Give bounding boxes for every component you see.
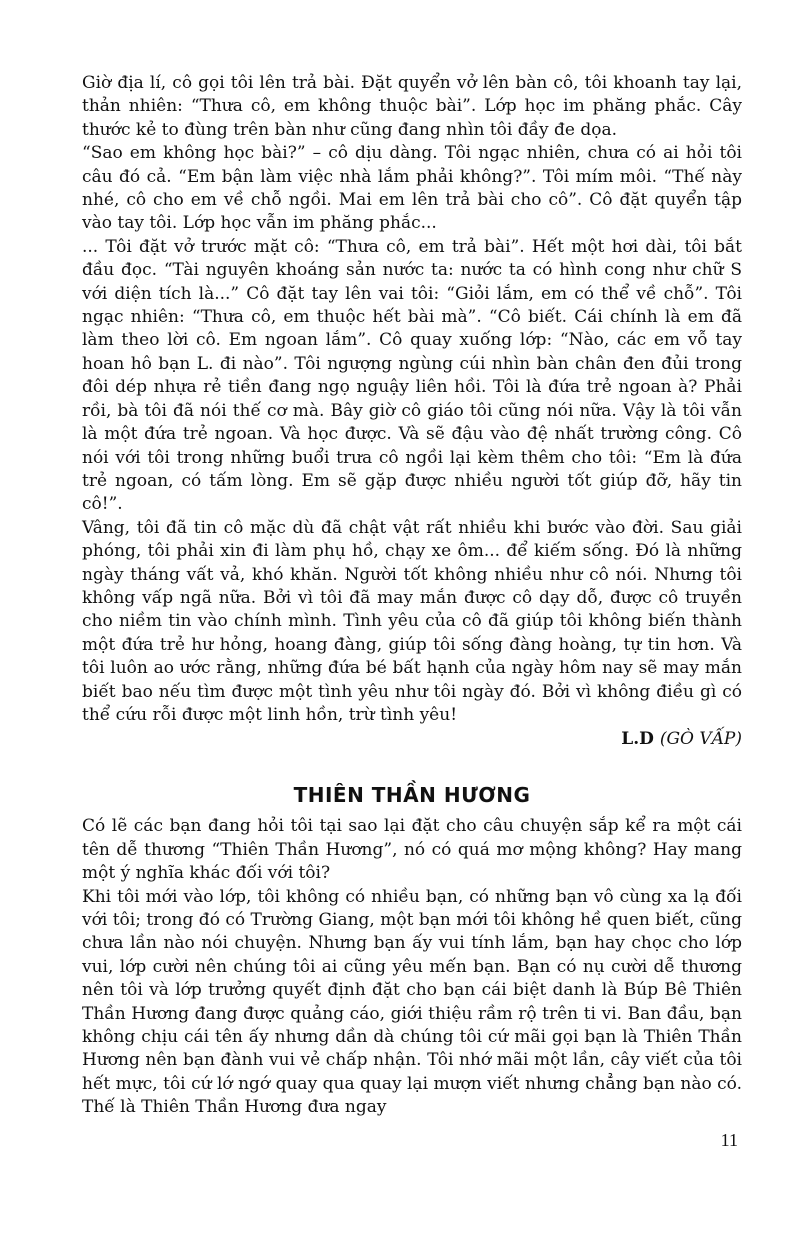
- story-title: THIÊN THẦN HƯƠNG: [293, 783, 531, 808]
- book-page: [82, 72, 742, 1120]
- story-paragraph: Khi tôi mới vào lớp, tôi không có nhiều bạn, có những bạn vô cùng xa lạ đối với tôi; trong đó có Trường Giang, một bạn mới tôi không hề quen biết, cũng chưa lần nào nói chuyện. Nhưng bạn ấy vui tính lắm, bạn hay chọc cho lớp vui, lớp cười nên chúng tôi ai cũng yêu mến bạn. Bạn có nụ cười dễ thương nên tôi và lớp trưởng quyết định đặt cho bạn cái biệt danh là Búp Bê Thiên Thần Hương đang được quảng cáo, giới thiệu rầm rộ trên ti vi. Ban đầu, bạn không chịu cái tên ấy nhưng dần dà chúng tôi cứ mãi gọi bạn là Thiên Thần Hương nên bạn đành vui vẻ chấp nhận. Tôi nhớ mãi một lần, cây viết của tôi hết mực, tôi cứ lớ ngớ quay qua quay lại mượn viết nhưng chẳng bạn nào có. Thế là Thiên Thần Hương đưa ngay: [82, 886, 742, 1118]
- author-location: (GÒ VẤP): [659, 729, 742, 750]
- story-paragraph: Giờ địa lí, cô gọi tôi lên trả bài. Đặt quyển vở lên bàn cô, tôi khoanh tay lại, thản nhiên: “Thưa cô, em không thuộc bài”. Lớp học im phăng phắc. Cây thước kẻ to đùng trên bàn như cũng đang nhìn tôi đầy đe dọa.: [82, 73, 742, 140]
- page-number: 11: [720, 1130, 738, 1150]
- story-paragraph: ... Tôi đặt vở trước mặt cô: “Thưa cô, em trả bài”. Hết một hơi dài, tôi bắt đầu đọc. “Tài nguyên khoáng sản nước ta: nước ta có hình cong như chữ S với diện tích là...” Cô đặt tay lên vai tôi: “Giỏi lắm, em có thể về chỗ”. Tôi ngạc nhiên: “Thưa cô, em thuộc hết bài mà”. “Cô biết. Cái chính là em đã làm theo lời cô. Em ngoan lắm”. Cô quay xuống lớp: “Nào, các em vỗ tay hoan hô bạn L. đi nào”. Tôi ngượng ngùng cúi nhìn bàn chân đen đủi trong đôi dép nhựa rẻ tiền đang ngọ nguậy liên hồi. Tôi là đứa trẻ ngoan à? Phải rồi, bà tôi đã nói thế cơ mà. Bây giờ cô giáo tôi cũng nói nữa. Vậy là tôi vẫn là một đứa trẻ ngoan. Và học được. Và sẽ đậu vào đệ nhất trường công. Cô nói với tôi trong những buổi trưa cô ngồi lại kèm thêm cho tôi: “Em là đứa trẻ ngoan, có tấm lòng. Em sẽ gặp được nhiều người tốt giúp đỡ, hãy tin cô!”.: [82, 236, 742, 515]
- story-paragraph: Có lẽ các bạn đang hỏi tôi tại sao lại đặt cho câu chuyện sắp kể ra một cái tên dễ thương “Thiên Thần Hương”, nó có quá mơ mộng không? Hay mang một ý nghĩa khác đối với tôi?: [82, 816, 742, 884]
- author-signature: [82, 727, 742, 751]
- story-paragraph: “Sao em không học bài?” – cô dịu dàng. Tôi ngạc nhiên, chưa có ai hỏi tôi câu đó cả. “Em bận làm việc nhà lắm phải không?”. Tôi mím môi. “Thế này nhé, cô cho em về chỗ ngồi. Mai em lên trả bài cho cô”. Cô đặt quyển tập vào tay tôi. Lớp học vẫn im phăng phắc...: [82, 143, 742, 234]
- story-paragraph: Vâng, tôi đã tin cô mặc dù đã chật vật rất nhiều khi bước vào đời. Sau giải phóng, tôi phải xin đi làm phụ hồ, chạy xe ôm... để kiếm sống. Đó là những ngày tháng vất vả, khó khăn. Người tốt không nhiều như cô nói. Nhưng tôi không vấp ngã nữa. Bởi vì tôi đã may mắn được cô dạy dỗ, được cô truyền cho niềm tin vào chính mình. Tình yêu của cô đã giúp tôi không biến thành một đứa trẻ hư hỏng, hoang đàng, giúp tôi sống đàng hoàng, tự tin hơn. Và tôi luôn ao ước rằng, những đứa bé bất hạnh của ngày hôm nay sẽ may mắn biết bao nếu tìm được một tình yêu như tôi ngày đó. Bởi vì không điều gì có thể cứu rỗi được một linh hồn, trừ tình yêu!: [82, 517, 742, 725]
- author-initials: L.D: [621, 729, 654, 750]
